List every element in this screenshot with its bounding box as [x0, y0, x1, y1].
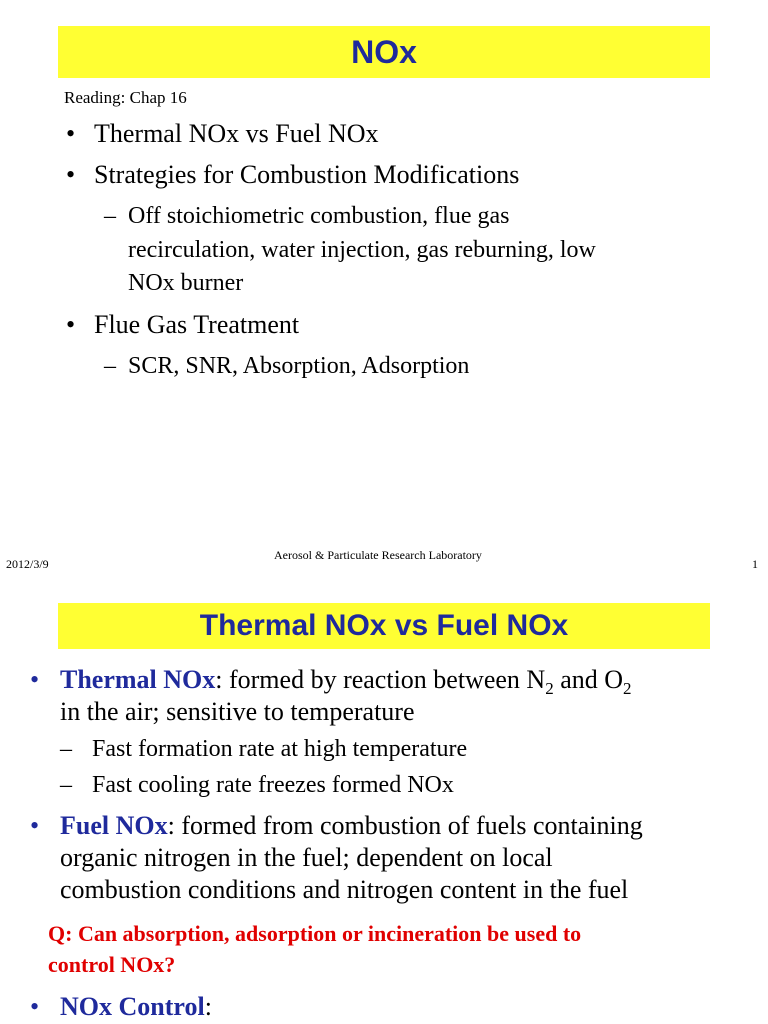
footer-page-number: 1	[752, 557, 758, 571]
bullet-marker: •	[30, 992, 40, 1021]
thermal-nox-text: : formed by reaction between N	[215, 665, 546, 694]
reading-note: Reading: Chap 16	[64, 88, 187, 107]
thermal-nox-line-2: in the air; sensitive to temperature	[60, 697, 415, 726]
subbullet-line: Fast cooling rate freezes formed NOx	[92, 772, 454, 798]
slide1-title: NOx	[351, 33, 417, 70]
slide2-title-bar	[58, 603, 710, 649]
bullet-text: Thermal NOx vs Fuel NOx	[94, 119, 379, 148]
question-line-1: Q: Can absorption, adsorption or incineration be used to	[48, 921, 582, 946]
dash-marker: –	[104, 353, 116, 379]
bullet-text: Strategies for Combustion Modifications	[94, 160, 520, 189]
thermal-nox-text-and: and O	[553, 665, 624, 694]
subbullet-line: SCR, SNR, Absorption, Adsorption	[128, 353, 470, 379]
fuel-nox-line-2: organic nitrogen in the fuel; dependent on local	[60, 843, 553, 872]
dash-marker: –	[104, 203, 116, 229]
slide1-title-bar	[58, 26, 710, 78]
subbullet-line: Off stoichiometric combustion, flue gas	[128, 203, 510, 229]
n2-subscript: 2	[545, 679, 554, 699]
slide2-title: Thermal NOx vs Fuel NOx	[199, 609, 569, 642]
question-line-2: control NOx?	[48, 952, 176, 977]
fuel-nox-text: : formed from combustion of fuels containing	[167, 811, 643, 840]
bullet-text: Flue Gas Treatment	[94, 310, 300, 339]
bullet-marker: •	[66, 310, 76, 339]
fuel-nox-line-3: combustion conditions and nitrogen content in the fuel	[60, 875, 629, 904]
fuel-nox-line-1	[60, 811, 643, 841]
subbullet-line: recirculation, water injection, gas reburning, low	[128, 237, 596, 263]
bullet-marker: •	[66, 119, 76, 148]
dash-marker: –	[60, 736, 72, 762]
footer-date: 2012/3/9	[6, 557, 49, 571]
bullet-marker: •	[30, 811, 40, 840]
o2-subscript: 2	[623, 679, 632, 699]
nox-control-line	[60, 992, 212, 1022]
subbullet-line: Fast formation rate at high temperature	[92, 736, 468, 762]
thermal-nox-term: Thermal NOx	[60, 665, 216, 694]
nox-control-term: NOx Control	[60, 992, 205, 1021]
dash-marker: –	[60, 772, 72, 798]
bullet-marker: •	[30, 665, 40, 694]
fuel-nox-term: Fuel NOx	[60, 811, 168, 840]
footer-lab: Aerosol & Particulate Research Laboratory	[274, 548, 482, 562]
subbullet-line: NOx burner	[128, 270, 244, 296]
bullet-marker: •	[66, 160, 76, 189]
thermal-nox-line-1	[60, 665, 632, 699]
nox-control-colon: :	[204, 992, 212, 1021]
